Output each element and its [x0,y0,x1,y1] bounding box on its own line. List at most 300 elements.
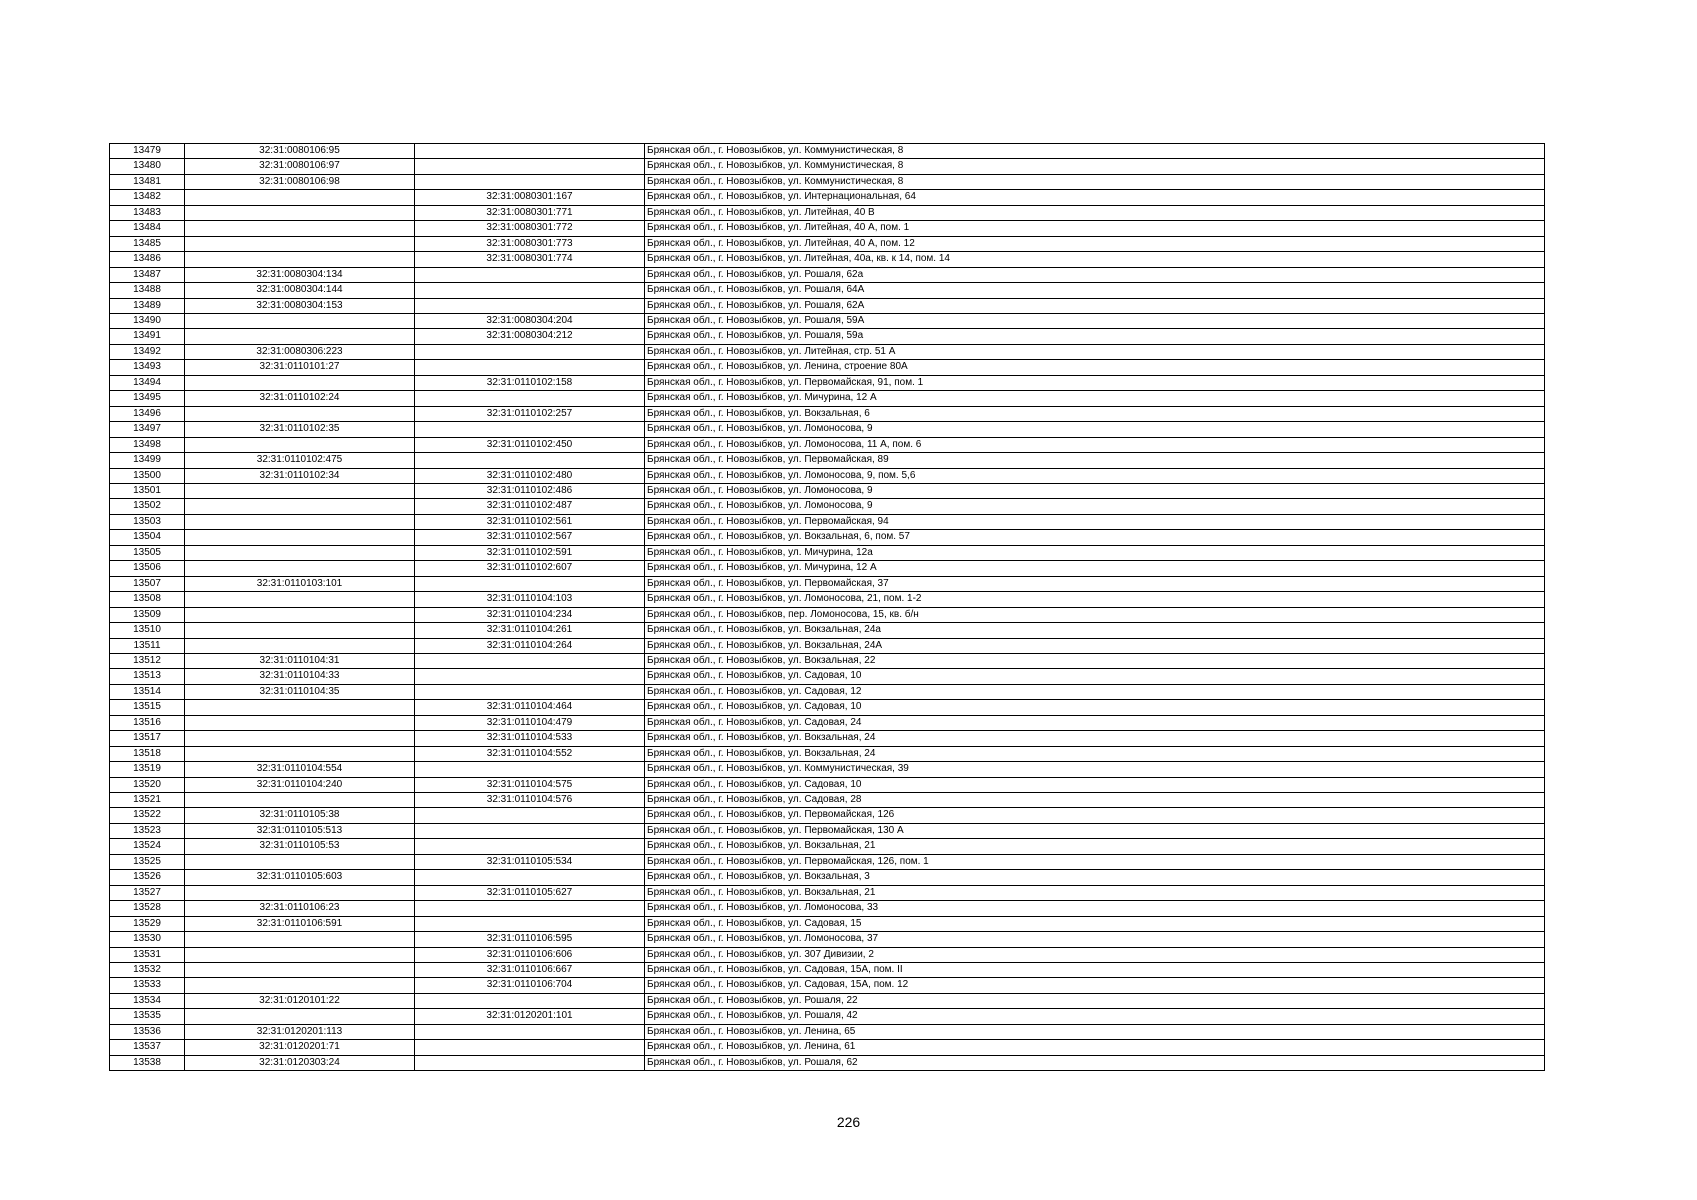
cadastral-number-cell [185,205,415,220]
row-number-cell: 13492 [110,344,185,359]
cadastral-number-cell: 32:31:0120101:22 [185,993,415,1008]
table-row [110,360,1545,375]
cadastral-number-cell [185,561,415,576]
address-cell: Брянская обл., г. Новозыбков, ул. Вокзальная, 24 [645,746,1545,761]
premises-cadastral-number-cell: 32:31:0110106:704 [415,978,645,993]
table-row [110,823,1545,838]
cadastral-number-cell [185,746,415,761]
address-cell: Брянская обл., г. Новозыбков, ул. Первомайская, 91, пом. 1 [645,375,1545,390]
cadastral-number-cell [185,963,415,978]
cadastral-number-cell [185,607,415,622]
address-cell: Брянская обл., г. Новозыбков, ул. Вокзальная, 3 [645,870,1545,885]
premises-cadastral-number-cell [415,916,645,931]
premises-cadastral-number-cell [415,159,645,174]
row-number-cell: 13494 [110,375,185,390]
table-row [110,808,1545,823]
premises-cadastral-number-cell: 32:31:0110104:464 [415,700,645,715]
table-row [110,1009,1545,1024]
premises-cadastral-number-cell: 32:31:0110102:567 [415,530,645,545]
premises-cadastral-number-cell: 32:31:0110104:533 [415,731,645,746]
table-row [110,669,1545,684]
table-row [110,916,1545,931]
address-cell: Брянская обл., г. Новозыбков, ул. Литейная, стр. 51 А [645,344,1545,359]
address-cell: Брянская обл., г. Новозыбков, ул. Ломоносова, 33 [645,901,1545,916]
row-number-cell: 13487 [110,267,185,282]
cadastral-number-cell: 32:31:0120201:113 [185,1024,415,1039]
row-number-cell: 13514 [110,684,185,699]
premises-cadastral-number-cell: 32:31:0080301:167 [415,190,645,205]
cadastral-number-cell [185,406,415,421]
premises-cadastral-number-cell [415,839,645,854]
cadastral-number-cell [185,715,415,730]
row-number-cell: 13491 [110,329,185,344]
row-number-cell: 13521 [110,793,185,808]
address-cell: Брянская обл., г. Новозыбков, ул. Ломоносова, 9 [645,422,1545,437]
premises-cadastral-number-cell [415,653,645,668]
address-cell: Брянская обл., г. Новозыбков, ул. Первомайская, 126 [645,808,1545,823]
row-number-cell: 13496 [110,406,185,421]
address-cell: Брянская обл., г. Новозыбков, ул. Вокзальная, 24А [645,638,1545,653]
table-row [110,576,1545,591]
premises-cadastral-number-cell [415,391,645,406]
cadastral-number-cell: 32:31:0110102:24 [185,391,415,406]
table-row [110,653,1545,668]
table-row [110,978,1545,993]
address-cell: Брянская обл., г. Новозыбков, ул. Рошаля, 59А [645,313,1545,328]
cadastral-number-cell: 32:31:0080304:144 [185,283,415,298]
row-number-cell: 13533 [110,978,185,993]
premises-cadastral-number-cell: 32:31:0110102:450 [415,437,645,452]
table-row [110,221,1545,236]
table-row [110,854,1545,869]
table-row [110,375,1545,390]
cadastral-number-cell: 32:31:0120303:24 [185,1055,415,1070]
address-cell: Брянская обл., г. Новозыбков, ул. Ломоносова, 9, пом. 5,6 [645,468,1545,483]
address-cell: Брянская обл., г. Новозыбков, ул. Ломоносова, 21, пом. 1-2 [645,592,1545,607]
table-row [110,422,1545,437]
cadastral-number-cell: 32:31:0110104:31 [185,653,415,668]
table-row [110,252,1545,267]
row-number-cell: 13532 [110,963,185,978]
table-row [110,283,1545,298]
row-number-cell: 13530 [110,932,185,947]
table-row [110,684,1545,699]
row-number-cell: 13536 [110,1024,185,1039]
row-number-cell: 13518 [110,746,185,761]
table-row [110,731,1545,746]
address-cell: Брянская обл., г. Новозыбков, ул. 307 Дивизии, 2 [645,947,1545,962]
cadastral-number-cell: 32:31:0110102:35 [185,422,415,437]
address-cell: Брянская обл., г. Новозыбков, ул. Коммунистическая, 8 [645,159,1545,174]
address-cell: Брянская обл., г. Новозыбков, ул. Вокзальная, 24а [645,623,1545,638]
cadastral-number-cell: 32:31:0110105:513 [185,823,415,838]
table-row [110,1055,1545,1070]
table-row [110,947,1545,962]
premises-cadastral-number-cell [415,823,645,838]
table-row [110,437,1545,452]
cadastral-number-cell [185,530,415,545]
premises-cadastral-number-cell: 32:31:0110102:257 [415,406,645,421]
address-cell: Брянская обл., г. Новозыбков, ул. Ленина, 61 [645,1040,1545,1055]
address-cell: Брянская обл., г. Новозыбков, ул. Коммунистическая, 8 [645,174,1545,189]
address-cell: Брянская обл., г. Новозыбков, ул. Литейная, 40 В [645,205,1545,220]
premises-cadastral-number-cell: 32:31:0080301:773 [415,236,645,251]
row-number-cell: 13483 [110,205,185,220]
cadastral-number-cell [185,236,415,251]
cadastral-number-cell [185,700,415,715]
cadastral-number-cell: 32:31:0110105:38 [185,808,415,823]
address-cell: Брянская обл., г. Новозыбков, ул. Литейная, 40 А, пом. 12 [645,236,1545,251]
row-number-cell: 13481 [110,174,185,189]
row-number-cell: 13500 [110,468,185,483]
address-cell: Брянская обл., г. Новозыбков, ул. Рошаля, 62а [645,267,1545,282]
row-number-cell: 13489 [110,298,185,313]
address-cell: Брянская обл., г. Новозыбков, ул. Рошаля, 59а [645,329,1545,344]
address-cell: Брянская обл., г. Новозыбков, ул. Рошаля, 22 [645,993,1545,1008]
premises-cadastral-number-cell: 32:31:0110102:591 [415,545,645,560]
table-row [110,453,1545,468]
cadastral-number-cell: 32:31:0080106:98 [185,174,415,189]
premises-cadastral-number-cell [415,267,645,282]
table-row [110,607,1545,622]
row-number-cell: 13523 [110,823,185,838]
cadastral-number-cell [185,329,415,344]
table-row [110,870,1545,885]
premises-cadastral-number-cell: 32:31:0110104:576 [415,793,645,808]
premises-cadastral-number-cell: 32:31:0080304:212 [415,329,645,344]
address-cell: Брянская обл., г. Новозыбков, ул. Ломоносова, 11 А, пом. 6 [645,437,1545,452]
row-number-cell: 13520 [110,777,185,792]
address-cell: Брянская обл., г. Новозыбков, ул. Вокзальная, 6, пом. 57 [645,530,1545,545]
premises-cadastral-number-cell [415,576,645,591]
premises-cadastral-number-cell: 32:31:0110102:607 [415,561,645,576]
cadastral-number-cell: 32:31:0080304:153 [185,298,415,313]
address-cell: Брянская обл., г. Новозыбков, ул. Рошаля, 64А [645,283,1545,298]
table-row [110,313,1545,328]
registry-table [109,143,1545,1071]
row-number-cell: 13522 [110,808,185,823]
address-cell: Брянская обл., г. Новозыбков, ул. Первомайская, 94 [645,514,1545,529]
premises-cadastral-number-cell: 32:31:0110104:103 [415,592,645,607]
table-row [110,561,1545,576]
row-number-cell: 13505 [110,545,185,560]
address-cell: Брянская обл., г. Новозыбков, ул. Ломоносова, 37 [645,932,1545,947]
cadastral-number-cell [185,545,415,560]
premises-cadastral-number-cell [415,144,645,159]
row-number-cell: 13513 [110,669,185,684]
premises-cadastral-number-cell: 32:31:0110102:561 [415,514,645,529]
row-number-cell: 13527 [110,885,185,900]
cadastral-number-cell: 32:31:0080304:134 [185,267,415,282]
row-number-cell: 13509 [110,607,185,622]
address-cell: Брянская обл., г. Новозыбков, ул. Первомайская, 126, пом. 1 [645,854,1545,869]
row-number-cell: 13519 [110,762,185,777]
address-cell: Брянская обл., г. Новозыбков, ул. Ломоносова, 9 [645,499,1545,514]
cadastral-number-cell [185,731,415,746]
premises-cadastral-number-cell: 32:31:0110105:627 [415,885,645,900]
table-row [110,530,1545,545]
row-number-cell: 13485 [110,236,185,251]
address-cell: Брянская обл., г. Новозыбков, ул. Первомайская, 130 А [645,823,1545,838]
row-number-cell: 13507 [110,576,185,591]
address-cell: Брянская обл., г. Новозыбков, ул. Садовая, 15А, пом. II [645,963,1545,978]
row-number-cell: 13493 [110,360,185,375]
table-row [110,638,1545,653]
address-cell: Брянская обл., г. Новозыбков, ул. Вокзальная, 6 [645,406,1545,421]
premises-cadastral-number-cell [415,669,645,684]
address-cell: Брянская обл., г. Новозыбков, ул. Мичурина, 12 А [645,391,1545,406]
premises-cadastral-number-cell [415,762,645,777]
cadastral-number-cell [185,854,415,869]
row-number-cell: 13510 [110,623,185,638]
address-cell: Брянская обл., г. Новозыбков, ул. Рошаля, 62А [645,298,1545,313]
premises-cadastral-number-cell [415,1024,645,1039]
table-row [110,514,1545,529]
premises-cadastral-number-cell: 32:31:0080301:771 [415,205,645,220]
premises-cadastral-number-cell: 32:31:0110106:667 [415,963,645,978]
cadastral-number-cell [185,190,415,205]
table-row [110,592,1545,607]
address-cell: Брянская обл., г. Новозыбков, ул. Вокзальная, 24 [645,731,1545,746]
address-cell: Брянская обл., г. Новозыбков, ул. Коммунистическая, 8 [645,144,1545,159]
table-row [110,623,1545,638]
address-cell: Брянская обл., г. Новозыбков, ул. Ломоносова, 9 [645,483,1545,498]
address-cell: Брянская обл., г. Новозыбков, ул. Мичурина, 12а [645,545,1545,560]
premises-cadastral-number-cell: 32:31:0110104:575 [415,777,645,792]
premises-cadastral-number-cell: 32:31:0120201:101 [415,1009,645,1024]
cadastral-number-cell [185,483,415,498]
premises-cadastral-number-cell: 32:31:0110104:234 [415,607,645,622]
row-number-cell: 13517 [110,731,185,746]
address-cell: Брянская обл., г. Новозыбков, ул. Интернациональная, 64 [645,190,1545,205]
row-number-cell: 13488 [110,283,185,298]
address-cell: Брянская обл., г. Новозыбков, ул. Первомайская, 89 [645,453,1545,468]
cadastral-number-cell [185,793,415,808]
premises-cadastral-number-cell [415,684,645,699]
address-cell: Брянская обл., г. Новозыбков, ул. Садовая, 10 [645,669,1545,684]
premises-cadastral-number-cell: 32:31:0080304:204 [415,313,645,328]
cadastral-number-cell: 32:31:0110102:34 [185,468,415,483]
premises-cadastral-number-cell [415,1055,645,1070]
row-number-cell: 13486 [110,252,185,267]
row-number-cell: 13501 [110,483,185,498]
cadastral-number-cell [185,221,415,236]
cadastral-number-cell [185,252,415,267]
premises-cadastral-number-cell: 32:31:0110104:261 [415,623,645,638]
cadastral-number-cell: 32:31:0110105:53 [185,839,415,854]
address-cell: Брянская обл., г. Новозыбков, ул. Мичурина, 12 А [645,561,1545,576]
premises-cadastral-number-cell: 32:31:0110102:486 [415,483,645,498]
premises-cadastral-number-cell [415,422,645,437]
table-row [110,298,1545,313]
row-number-cell: 13508 [110,592,185,607]
premises-cadastral-number-cell [415,901,645,916]
cadastral-number-cell [185,375,415,390]
table-row [110,762,1545,777]
cadastral-number-cell: 32:31:0080106:95 [185,144,415,159]
address-cell: Брянская обл., г. Новозыбков, ул. Садовая, 12 [645,684,1545,699]
premises-cadastral-number-cell: 32:31:0110104:552 [415,746,645,761]
address-cell: Брянская обл., г. Новозыбков, ул. Ленина, строение 80А [645,360,1545,375]
premises-cadastral-number-cell: 32:31:0110105:534 [415,854,645,869]
row-number-cell: 13534 [110,993,185,1008]
row-number-cell: 13484 [110,221,185,236]
table-row [110,236,1545,251]
premises-cadastral-number-cell: 32:31:0110102:487 [415,499,645,514]
row-number-cell: 13502 [110,499,185,514]
address-cell: Брянская обл., г. Новозыбков, пер. Ломоносова, 15, кв. б/н [645,607,1545,622]
table-row [110,885,1545,900]
table-row [110,746,1545,761]
row-number-cell: 13535 [110,1009,185,1024]
address-cell: Брянская обл., г. Новозыбков, ул. Ленина, 65 [645,1024,1545,1039]
cadastral-number-cell: 32:31:0110104:554 [185,762,415,777]
table-row [110,329,1545,344]
cadastral-number-cell: 32:31:0080106:97 [185,159,415,174]
registry-table-body [110,144,1545,1071]
premises-cadastral-number-cell [415,344,645,359]
address-cell: Брянская обл., г. Новозыбков, ул. Вокзальная, 21 [645,885,1545,900]
cadastral-number-cell [185,592,415,607]
cadastral-number-cell: 32:31:0120201:71 [185,1040,415,1055]
cadastral-number-cell [185,1009,415,1024]
table-row [110,144,1545,159]
row-number-cell: 13479 [110,144,185,159]
table-row [110,932,1545,947]
address-cell: Брянская обл., г. Новозыбков, ул. Рошаля, 42 [645,1009,1545,1024]
row-number-cell: 13499 [110,453,185,468]
address-cell: Брянская обл., г. Новозыбков, ул. Садовая, 10 [645,777,1545,792]
address-cell: Брянская обл., г. Новозыбков, ул. Литейная, 40а, кв. к 14, пом. 14 [645,252,1545,267]
table-row [110,391,1545,406]
row-number-cell: 13516 [110,715,185,730]
address-cell: Брянская обл., г. Новозыбков, ул. Садовая, 28 [645,793,1545,808]
premises-cadastral-number-cell [415,283,645,298]
row-number-cell: 13538 [110,1055,185,1070]
row-number-cell: 13504 [110,530,185,545]
row-number-cell: 13482 [110,190,185,205]
table-row [110,1024,1545,1039]
premises-cadastral-number-cell [415,360,645,375]
row-number-cell: 13490 [110,313,185,328]
table-row [110,715,1545,730]
table-row [110,901,1545,916]
table-row [110,839,1545,854]
table-row [110,406,1545,421]
cadastral-number-cell [185,514,415,529]
cadastral-number-cell [185,638,415,653]
table-row [110,777,1545,792]
premises-cadastral-number-cell [415,1040,645,1055]
premises-cadastral-number-cell: 32:31:0110106:606 [415,947,645,962]
table-row [110,190,1545,205]
premises-cadastral-number-cell [415,808,645,823]
cadastral-number-cell [185,978,415,993]
row-number-cell: 13498 [110,437,185,452]
address-cell: Брянская обл., г. Новозыбков, ул. Вокзальная, 21 [645,839,1545,854]
cadastral-number-cell [185,313,415,328]
address-cell: Брянская обл., г. Новозыбков, ул. Садовая, 10 [645,700,1545,715]
table-row [110,159,1545,174]
table-row [110,545,1545,560]
table-row [110,700,1545,715]
cadastral-number-cell [185,885,415,900]
address-cell: Брянская обл., г. Новозыбков, ул. Литейная, 40 А, пом. 1 [645,221,1545,236]
table-row [110,174,1545,189]
cadastral-number-cell: 32:31:0110104:33 [185,669,415,684]
cadastral-number-cell: 32:31:0110105:603 [185,870,415,885]
cadastral-number-cell [185,623,415,638]
premises-cadastral-number-cell [415,993,645,1008]
cadastral-number-cell: 32:31:0110104:240 [185,777,415,792]
row-number-cell: 13524 [110,839,185,854]
premises-cadastral-number-cell: 32:31:0110104:479 [415,715,645,730]
table-row [110,267,1545,282]
table-row [110,483,1545,498]
cadastral-number-cell [185,932,415,947]
cadastral-number-cell [185,437,415,452]
cadastral-number-cell: 32:31:0110106:23 [185,901,415,916]
premises-cadastral-number-cell: 32:31:0110102:158 [415,375,645,390]
row-number-cell: 13529 [110,916,185,931]
row-number-cell: 13480 [110,159,185,174]
premises-cadastral-number-cell [415,174,645,189]
table-row [110,993,1545,1008]
address-cell: Брянская обл., г. Новозыбков, ул. Коммунистическая, 39 [645,762,1545,777]
row-number-cell: 13525 [110,854,185,869]
premises-cadastral-number-cell [415,298,645,313]
cadastral-number-cell: 32:31:0110104:35 [185,684,415,699]
cadastral-number-cell: 32:31:0110103:101 [185,576,415,591]
row-number-cell: 13497 [110,422,185,437]
row-number-cell: 13503 [110,514,185,529]
cadastral-number-cell [185,499,415,514]
row-number-cell: 13495 [110,391,185,406]
address-cell: Брянская обл., г. Новозыбков, ул. Садовая, 15 [645,916,1545,931]
address-cell: Брянская обл., г. Новозыбков, ул. Вокзальная, 22 [645,653,1545,668]
cadastral-number-cell: 32:31:0110106:591 [185,916,415,931]
table-row [110,499,1545,514]
row-number-cell: 13511 [110,638,185,653]
table-row [110,205,1545,220]
table-row [110,344,1545,359]
table-row [110,963,1545,978]
table-row [110,793,1545,808]
address-cell: Брянская обл., г. Новозыбков, ул. Садовая, 24 [645,715,1545,730]
row-number-cell: 13531 [110,947,185,962]
row-number-cell: 13537 [110,1040,185,1055]
page-number: 226 [836,1114,861,1130]
table-row [110,468,1545,483]
premises-cadastral-number-cell: 32:31:0110106:595 [415,932,645,947]
address-cell: Брянская обл., г. Новозыбков, ул. Садовая, 15А, пом. 12 [645,978,1545,993]
row-number-cell: 13515 [110,700,185,715]
cadastral-number-cell: 32:31:0080306:223 [185,344,415,359]
address-cell: Брянская обл., г. Новозыбков, ул. Первомайская, 37 [645,576,1545,591]
premises-cadastral-number-cell: 32:31:0080301:772 [415,221,645,236]
premises-cadastral-number-cell: 32:31:0110104:264 [415,638,645,653]
row-number-cell: 13512 [110,653,185,668]
table-row [110,1040,1545,1055]
row-number-cell: 13526 [110,870,185,885]
cadastral-number-cell: 32:31:0110101:27 [185,360,415,375]
premises-cadastral-number-cell [415,453,645,468]
address-cell: Брянская обл., г. Новозыбков, ул. Рошаля, 62 [645,1055,1545,1070]
premises-cadastral-number-cell: 32:31:0080301:774 [415,252,645,267]
premises-cadastral-number-cell [415,870,645,885]
row-number-cell: 13506 [110,561,185,576]
row-number-cell: 13528 [110,901,185,916]
